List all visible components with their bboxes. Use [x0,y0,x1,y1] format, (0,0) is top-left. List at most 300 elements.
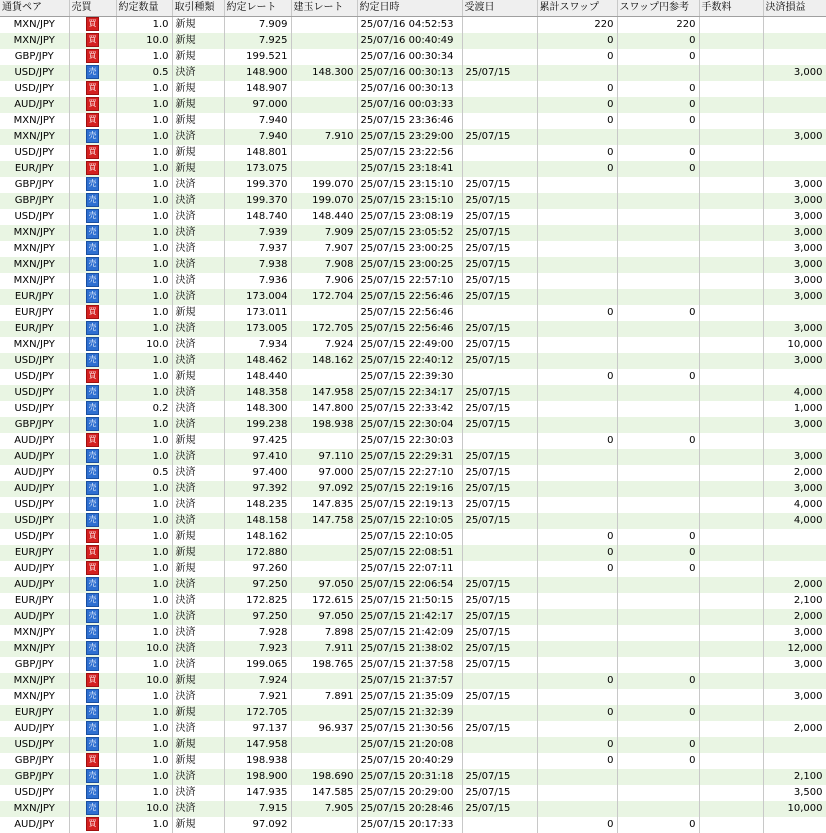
table-row[interactable] [0,241,826,257]
side-cell [69,561,116,577]
position-rate-cell: 97.000 [291,465,357,481]
sell-badge: 売 [86,337,99,351]
exec-rate-cell: 7.934 [224,337,291,353]
swap-ref-cell [617,577,699,593]
col-header-quantity[interactable]: 約定数量 [116,0,172,17]
position-rate-cell: 147.835 [291,497,357,513]
position-rate-cell [291,81,357,97]
pnl-cell: 3,000 [763,65,826,81]
fee-cell [699,113,763,129]
exec-datetime-cell: 25/07/15 22:56:46 [357,305,462,321]
exec-rate-cell: 97.260 [224,561,291,577]
quantity-cell: 0.5 [116,65,172,81]
exec-datetime-cell: 25/07/15 23:00:25 [357,241,462,257]
settle-date-cell: 25/07/15 [462,641,537,657]
table-row[interactable] [0,273,826,289]
swap-ref-cell [617,625,699,641]
table-row[interactable] [0,801,826,817]
cum-swap-cell [537,289,617,305]
side-cell [69,193,116,209]
exec-datetime-cell: 25/07/15 22:19:13 [357,497,462,513]
table-row[interactable] [0,673,826,689]
side-cell [69,257,116,273]
swap-ref-cell [617,785,699,801]
fee-cell [699,305,763,321]
exec-rate-cell: 7.921 [224,689,291,705]
exec-rate-cell: 97.092 [224,817,291,833]
pair-cell: USD/JPY [0,529,69,545]
quantity-cell: 10.0 [116,641,172,657]
settle-date-cell: 25/07/15 [462,225,537,241]
trade-type-cell: 決済 [172,385,224,401]
side-cell [69,513,116,529]
table-row[interactable] [0,705,826,721]
sell-badge: 売 [86,593,99,607]
exec-rate-cell: 173.005 [224,321,291,337]
quantity-cell: 1.0 [116,753,172,769]
fee-cell [699,433,763,449]
table-row[interactable] [0,481,826,497]
exec-rate-cell: 148.900 [224,65,291,81]
pair-cell: EUR/JPY [0,321,69,337]
col-header-pnl[interactable]: 決済損益 [763,0,826,17]
cum-swap-cell: 0 [537,369,617,385]
side-cell [69,385,116,401]
side-cell [69,753,116,769]
exec-rate-cell: 199.238 [224,417,291,433]
pnl-cell: 3,000 [763,289,826,305]
fee-cell [699,465,763,481]
exec-datetime-cell: 25/07/15 21:20:08 [357,737,462,753]
position-rate-cell: 7.891 [291,689,357,705]
sell-badge: 売 [86,705,99,719]
position-rate-cell [291,17,357,34]
pnl-cell: 10,000 [763,801,826,817]
exec-datetime-cell: 25/07/15 21:30:56 [357,721,462,737]
trade-type-cell: 決済 [172,481,224,497]
swap-ref-cell [617,129,699,145]
table-row[interactable] [0,17,826,34]
table-row[interactable] [0,785,826,801]
side-cell [69,81,116,97]
exec-rate-cell: 148.158 [224,513,291,529]
cum-swap-cell: 0 [537,545,617,561]
pair-cell: AUD/JPY [0,721,69,737]
cum-swap-cell: 0 [537,161,617,177]
table-row[interactable] [0,129,826,145]
swap-ref-cell [617,721,699,737]
table-row[interactable] [0,65,826,81]
fee-cell [699,513,763,529]
table-row[interactable] [0,401,826,417]
position-rate-cell [291,305,357,321]
side-cell [69,129,116,145]
exec-rate-cell: 173.011 [224,305,291,321]
side-cell [69,353,116,369]
col-header-settle-date[interactable]: 受渡日 [462,0,537,17]
table-row[interactable] [0,321,826,337]
cum-swap-cell: 0 [537,529,617,545]
sell-badge: 売 [86,737,99,751]
quantity-cell: 1.0 [116,577,172,593]
table-row[interactable] [0,769,826,785]
cum-swap-cell [537,481,617,497]
settle-date-cell [462,705,537,721]
table-row[interactable] [0,753,826,769]
buy-badge: 買 [86,369,99,383]
trade-type-cell: 決済 [172,609,224,625]
trade-type-cell: 決済 [172,625,224,641]
pnl-cell [763,529,826,545]
quantity-cell: 1.0 [116,209,172,225]
position-rate-cell: 97.050 [291,609,357,625]
pnl-cell: 3,000 [763,241,826,257]
position-rate-cell: 97.092 [291,481,357,497]
quantity-cell: 1.0 [116,369,172,385]
exec-rate-cell: 148.462 [224,353,291,369]
settle-date-cell [462,369,537,385]
table-row[interactable] [0,145,826,161]
side-cell [69,97,116,113]
pair-cell: MXN/JPY [0,33,69,49]
table-row[interactable] [0,33,826,49]
trade-type-cell: 決済 [172,465,224,481]
quantity-cell: 10.0 [116,673,172,689]
exec-rate-cell: 7.923 [224,641,291,657]
trade-type-cell: 決済 [172,785,224,801]
pnl-cell [763,817,826,833]
position-rate-cell: 7.898 [291,625,357,641]
fee-cell [699,769,763,785]
pnl-cell: 3,000 [763,417,826,433]
exec-datetime-cell: 25/07/15 20:17:33 [357,817,462,833]
fee-cell [699,353,763,369]
table-row[interactable] [0,193,826,209]
quantity-cell: 1.0 [116,817,172,833]
swap-ref-cell: 0 [617,545,699,561]
fee-cell [699,497,763,513]
table-row[interactable] [0,305,826,321]
cum-swap-cell [537,129,617,145]
trade-type-cell: 決済 [172,257,224,273]
trade-type-cell: 決済 [172,65,224,81]
table-row[interactable] [0,641,826,657]
settle-date-cell [462,737,537,753]
settle-date-cell [462,753,537,769]
fee-cell [699,241,763,257]
settle-date-cell [462,673,537,689]
fee-cell [699,129,763,145]
quantity-cell: 1.0 [116,145,172,161]
fee-cell [699,97,763,113]
trade-type-cell: 決済 [172,641,224,657]
position-rate-cell [291,369,357,385]
fee-cell [699,577,763,593]
sell-badge: 売 [86,241,99,255]
settle-date-cell: 25/07/15 [462,609,537,625]
settle-date-cell: 25/07/15 [462,577,537,593]
table-row[interactable] [0,385,826,401]
quantity-cell: 1.0 [116,81,172,97]
cum-swap-cell [537,593,617,609]
table-row[interactable] [0,81,826,97]
side-cell [69,545,116,561]
swap-ref-cell: 0 [617,97,699,113]
position-rate-cell [291,817,357,833]
side-cell [69,177,116,193]
pair-cell: AUD/JPY [0,577,69,593]
table-row[interactable] [0,97,826,113]
pnl-cell: 3,000 [763,257,826,273]
exec-rate-cell: 97.137 [224,721,291,737]
col-header-swap-ref[interactable]: スワップ円参考 [617,0,699,17]
swap-ref-cell: 0 [617,145,699,161]
pair-cell: MXN/JPY [0,225,69,241]
table-row[interactable] [0,817,826,833]
exec-rate-cell: 199.370 [224,193,291,209]
swap-ref-cell [617,449,699,465]
fee-cell [699,593,763,609]
table-row[interactable] [0,449,826,465]
settle-date-cell [462,161,537,177]
table-row[interactable] [0,257,826,273]
table-row[interactable] [0,737,826,753]
position-rate-cell [291,753,357,769]
sell-badge: 売 [86,721,99,735]
col-header-exec-rate[interactable]: 約定レート [224,0,291,17]
col-header-pair[interactable]: 通貨ペア [0,0,69,17]
exec-rate-cell: 7.940 [224,113,291,129]
side-cell [69,273,116,289]
quantity-cell: 10.0 [116,337,172,353]
pair-cell: GBP/JPY [0,753,69,769]
col-header-position-rate[interactable]: 建玉レート [291,0,357,17]
table-row[interactable] [0,369,826,385]
quantity-cell: 1.0 [116,289,172,305]
col-header-side[interactable]: 売買 [69,0,116,17]
table-row[interactable] [0,721,826,737]
side-cell [69,737,116,753]
exec-datetime-cell: 25/07/15 21:42:09 [357,625,462,641]
side-cell [69,145,116,161]
exec-rate-cell: 148.358 [224,385,291,401]
exec-rate-cell: 148.740 [224,209,291,225]
trade-type-cell: 決済 [172,177,224,193]
trade-type-cell: 新規 [172,17,224,34]
swap-ref-cell [617,465,699,481]
pair-cell: MXN/JPY [0,673,69,689]
table-row[interactable] [0,161,826,177]
pnl-cell [763,545,826,561]
cum-swap-cell [537,177,617,193]
table-row[interactable] [0,177,826,193]
cum-swap-cell: 0 [537,673,617,689]
pair-cell: GBP/JPY [0,657,69,673]
exec-rate-cell: 97.392 [224,481,291,497]
table-row[interactable] [0,593,826,609]
exec-datetime-cell: 25/07/15 22:39:30 [357,369,462,385]
buy-badge: 買 [86,145,99,159]
position-rate-cell [291,97,357,113]
pnl-cell: 3,500 [763,785,826,801]
position-rate-cell: 7.909 [291,225,357,241]
cum-swap-cell [537,417,617,433]
table-row[interactable] [0,497,826,513]
settle-date-cell: 25/07/15 [462,481,537,497]
sell-badge: 売 [86,625,99,639]
exec-datetime-cell: 25/07/15 22:56:46 [357,289,462,305]
table-row[interactable] [0,225,826,241]
settle-date-cell: 25/07/15 [462,689,537,705]
position-rate-cell: 147.585 [291,785,357,801]
position-rate-cell: 172.615 [291,593,357,609]
exec-rate-cell: 7.915 [224,801,291,817]
exec-datetime-cell: 25/07/15 20:40:29 [357,753,462,769]
pnl-cell: 4,000 [763,385,826,401]
table-row[interactable] [0,417,826,433]
col-header-cum-swap[interactable]: 累計スワップ [537,0,617,17]
table-row[interactable] [0,289,826,305]
table-row[interactable] [0,433,826,449]
table-row[interactable] [0,465,826,481]
buy-badge: 買 [86,81,99,95]
position-rate-cell [291,113,357,129]
side-cell [69,305,116,321]
exec-datetime-cell: 25/07/15 20:31:18 [357,769,462,785]
table-row[interactable] [0,689,826,705]
position-rate-cell: 147.758 [291,513,357,529]
swap-ref-cell [617,497,699,513]
side-cell [69,33,116,49]
pair-cell: USD/JPY [0,785,69,801]
quantity-cell: 1.0 [116,241,172,257]
fee-cell [699,417,763,433]
pair-cell: MXN/JPY [0,337,69,353]
position-rate-cell: 198.765 [291,657,357,673]
swap-ref-cell [617,273,699,289]
table-row[interactable] [0,49,826,65]
buy-badge: 買 [86,545,99,559]
buy-badge: 買 [86,49,99,63]
table-row[interactable] [0,529,826,545]
pair-cell: USD/JPY [0,401,69,417]
pnl-cell: 3,000 [763,129,826,145]
sell-badge: 売 [86,641,99,655]
pnl-cell: 12,000 [763,641,826,657]
pair-cell: GBP/JPY [0,177,69,193]
fee-cell [699,65,763,81]
fee-cell [699,801,763,817]
table-row[interactable] [0,609,826,625]
trade-type-cell: 決済 [172,209,224,225]
fee-cell [699,481,763,497]
swap-ref-cell [617,641,699,657]
sell-badge: 売 [86,129,99,143]
table-row[interactable] [0,353,826,369]
quantity-cell: 1.0 [116,785,172,801]
fee-cell [699,145,763,161]
exec-rate-cell: 198.938 [224,753,291,769]
table-row[interactable] [0,577,826,593]
swap-ref-cell [617,689,699,705]
settle-date-cell [462,305,537,321]
pnl-cell: 1,000 [763,401,826,417]
table-row[interactable] [0,209,826,225]
settle-date-cell [462,529,537,545]
cum-swap-cell [537,497,617,513]
side-cell [69,49,116,65]
quantity-cell: 1.0 [116,353,172,369]
exec-rate-cell: 7.939 [224,225,291,241]
exec-rate-cell: 7.909 [224,17,291,34]
pair-cell: USD/JPY [0,209,69,225]
col-header-fee[interactable]: 手数料 [699,0,763,17]
cum-swap-cell [537,273,617,289]
table-row[interactable] [0,513,826,529]
buy-badge: 買 [86,561,99,575]
side-cell [69,113,116,129]
pnl-cell [763,33,826,49]
exec-datetime-cell: 25/07/15 20:29:00 [357,785,462,801]
table-row[interactable] [0,561,826,577]
position-rate-cell: 7.906 [291,273,357,289]
pair-cell: MXN/JPY [0,641,69,657]
col-header-exec-datetime[interactable]: 約定日時 [357,0,462,17]
exec-rate-cell: 97.000 [224,97,291,113]
pnl-cell: 4,000 [763,513,826,529]
cum-swap-cell [537,769,617,785]
table-row[interactable] [0,113,826,129]
trade-type-cell: 新規 [172,753,224,769]
swap-ref-cell: 0 [617,705,699,721]
swap-ref-cell: 0 [617,49,699,65]
cum-swap-cell: 0 [537,49,617,65]
pnl-cell: 2,000 [763,609,826,625]
quantity-cell: 1.0 [116,737,172,753]
exec-datetime-cell: 25/07/15 22:10:05 [357,513,462,529]
exec-rate-cell: 7.928 [224,625,291,641]
table-row[interactable] [0,545,826,561]
table-row[interactable] [0,657,826,673]
swap-ref-cell [617,321,699,337]
exec-datetime-cell: 25/07/15 23:15:10 [357,177,462,193]
quantity-cell: 10.0 [116,33,172,49]
cum-swap-cell: 0 [537,97,617,113]
cum-swap-cell: 0 [537,145,617,161]
side-cell [69,209,116,225]
settle-date-cell [462,81,537,97]
pnl-cell: 4,000 [763,497,826,513]
swap-ref-cell: 0 [617,673,699,689]
fee-cell [699,705,763,721]
buy-badge: 買 [86,529,99,543]
pnl-cell [763,369,826,385]
col-header-trade-type[interactable]: 取引種類 [172,0,224,17]
pair-cell: USD/JPY [0,497,69,513]
exec-rate-cell: 148.907 [224,81,291,97]
settle-date-cell [462,545,537,561]
pair-cell: AUD/JPY [0,481,69,497]
exec-datetime-cell: 25/07/16 00:30:13 [357,81,462,97]
exec-datetime-cell: 25/07/15 23:05:52 [357,225,462,241]
cum-swap-cell: 0 [537,561,617,577]
side-cell [69,817,116,833]
trade-type-cell: 決済 [172,689,224,705]
table-row[interactable] [0,625,826,641]
sell-badge: 売 [86,385,99,399]
exec-rate-cell: 7.940 [224,129,291,145]
table-row[interactable] [0,337,826,353]
